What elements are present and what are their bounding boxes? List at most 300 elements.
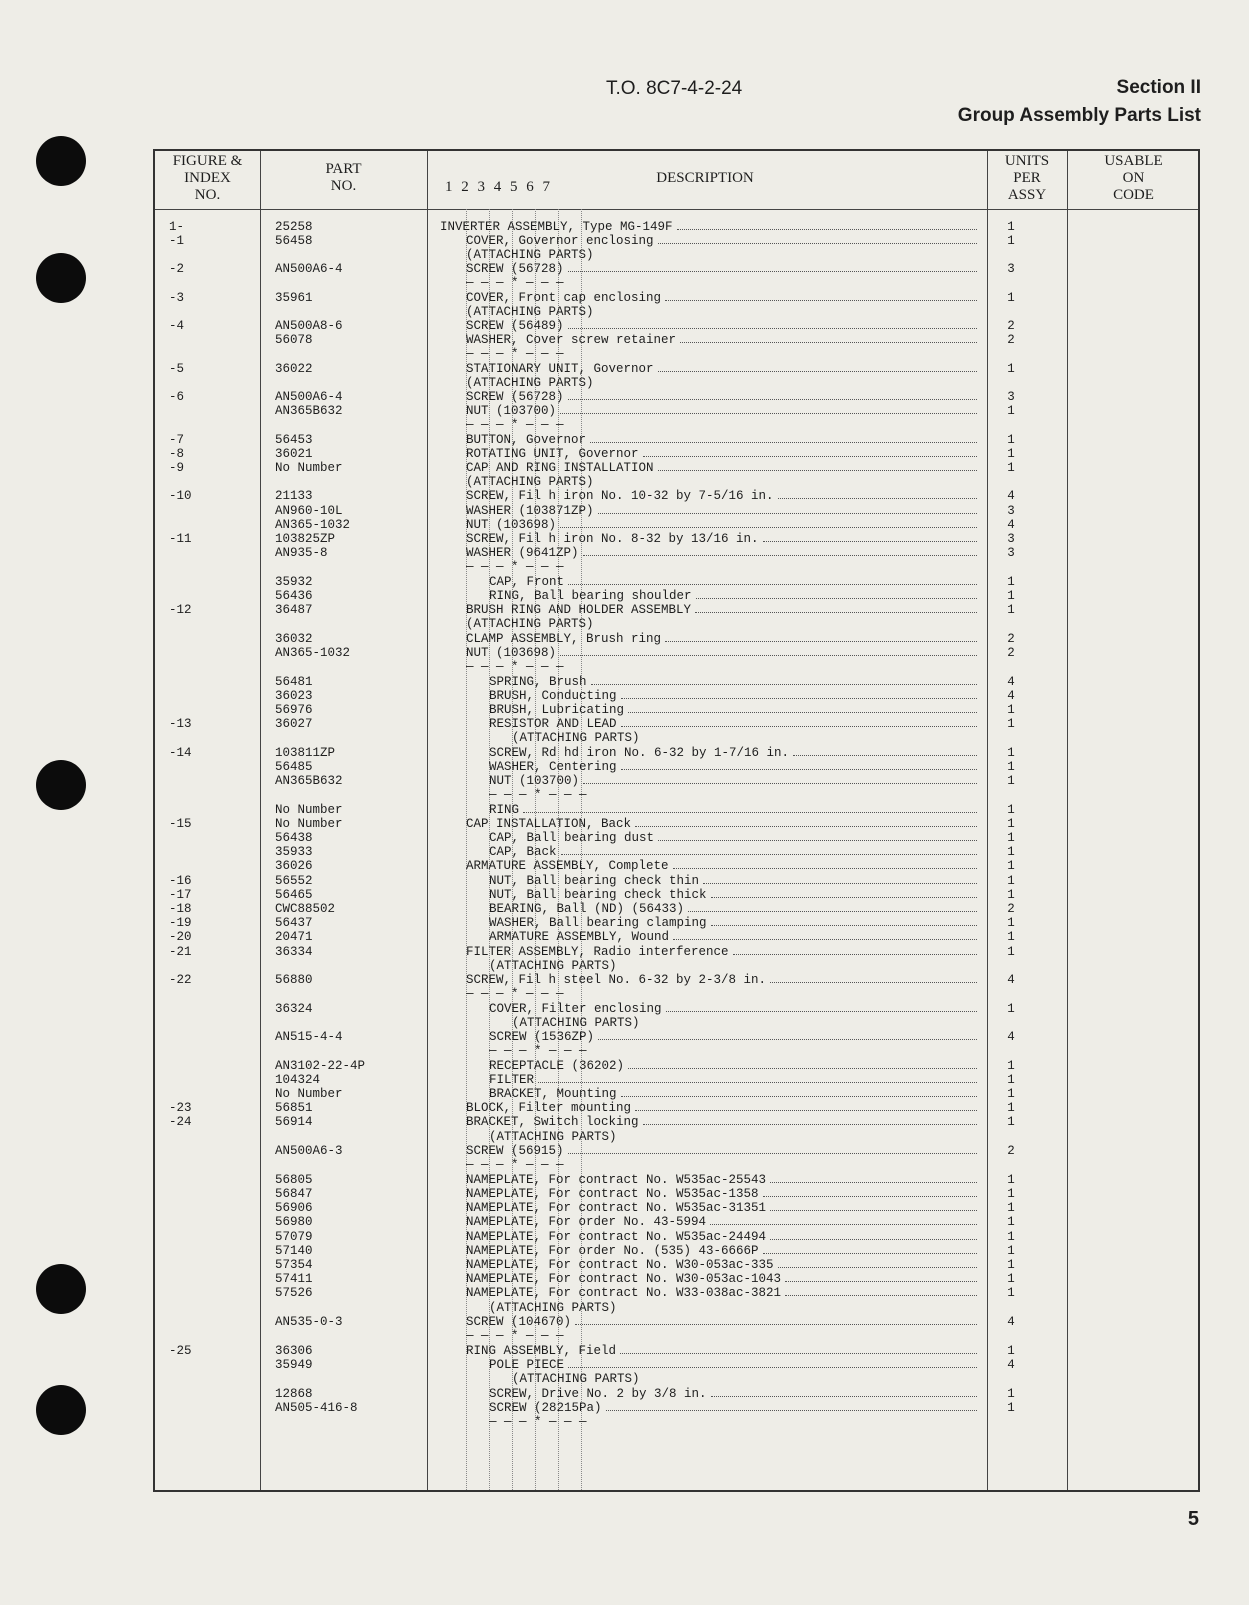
part-number: 36021	[275, 447, 313, 461]
header-part-no: PART NO.	[325, 161, 362, 194]
description	[489, 717, 981, 732]
description	[489, 689, 981, 704]
figure-index: -20	[169, 930, 192, 944]
description-text: ROTATING UNIT, Governor	[466, 447, 639, 461]
units-per-assy: 1	[1007, 803, 1015, 817]
description-text: (ATTACHING PARTS)	[466, 376, 594, 390]
description	[489, 675, 981, 690]
description	[489, 774, 981, 789]
part-number: 35949	[275, 1358, 313, 1372]
description	[466, 1230, 981, 1245]
description-text: SCREW, Fil h steel No. 6-32 by 2-3/8 in.	[466, 973, 767, 987]
units-per-assy: 1	[1007, 717, 1015, 731]
part-number: AN365B632	[275, 404, 343, 418]
description	[489, 1030, 981, 1045]
description-text: — — — * — — —	[466, 276, 564, 290]
units-per-assy: 1	[1007, 817, 1015, 831]
part-number: 56552	[275, 874, 313, 888]
table-row	[155, 675, 1198, 690]
description-text: NAMEPLATE, For contract No. W535ac-1358	[466, 1187, 759, 1201]
description-text: ARMATURE ASSEMBLY, Complete	[466, 859, 669, 873]
figure-index: -25	[169, 1344, 192, 1358]
punch-hole	[36, 1264, 86, 1314]
figure-index: -14	[169, 746, 192, 760]
figure-index: -21	[169, 945, 192, 959]
units-per-assy: 1	[1007, 930, 1015, 944]
description	[466, 447, 981, 462]
part-number: 56453	[275, 433, 313, 447]
units-per-assy: 1	[1007, 1201, 1015, 1215]
part-number: 25258	[275, 220, 313, 234]
table-row	[155, 333, 1198, 348]
table-row	[155, 973, 1198, 988]
description	[466, 1215, 981, 1230]
part-number: 56906	[275, 1201, 313, 1215]
description-text: RECEPTACLE (36202)	[489, 1059, 625, 1073]
description	[489, 1358, 981, 1373]
table-row	[155, 433, 1198, 448]
description-text: NAMEPLATE, For contract No. W535ac-24494	[466, 1230, 767, 1244]
units-per-assy: 1	[1007, 760, 1015, 774]
description-text: CAP, Back	[489, 845, 557, 859]
table-row	[155, 1002, 1198, 1017]
description-text: — — — * — — —	[466, 418, 564, 432]
description	[466, 248, 981, 263]
units-per-assy: 1	[1007, 1187, 1015, 1201]
part-number: 35933	[275, 845, 313, 859]
punch-hole	[36, 136, 86, 186]
units-per-assy: 1	[1007, 1173, 1015, 1187]
description	[466, 973, 981, 988]
description	[489, 703, 981, 718]
table-row	[155, 1215, 1198, 1230]
units-per-assy: 1	[1007, 945, 1015, 959]
part-number: CWC88502	[275, 902, 336, 916]
part-number: 36487	[275, 603, 313, 617]
part-number: 36026	[275, 859, 313, 873]
description	[489, 959, 981, 974]
description-text: NUT (103698)	[466, 518, 557, 532]
part-number: AN935-8	[275, 546, 328, 560]
description-text: FILTER ASSEMBLY, Radio interference	[466, 945, 729, 959]
table-row	[155, 1358, 1198, 1373]
section-header	[958, 74, 1201, 130]
description-text: POLE PIECE	[489, 1358, 565, 1372]
units-per-assy: 1	[1007, 1087, 1015, 1101]
description-text: CAP, Ball bearing dust	[489, 831, 655, 845]
description-text: INVERTER ASSEMBLY, Type MG-149F	[440, 220, 673, 234]
part-number: 36022	[275, 362, 313, 376]
header-figure-index: FIGURE & INDEX NO.	[172, 153, 243, 203]
punch-hole	[36, 253, 86, 303]
description	[489, 1130, 981, 1145]
part-number: 57079	[275, 1230, 313, 1244]
table-row	[155, 276, 1198, 291]
part-number: 36306	[275, 1344, 313, 1358]
description	[466, 1344, 981, 1359]
table-row	[155, 731, 1198, 746]
description	[466, 518, 981, 533]
figure-index: -12	[169, 603, 192, 617]
table-row	[155, 489, 1198, 504]
header-units-per-assy: UNITS PER ASSY	[1004, 153, 1050, 203]
table-row	[155, 1115, 1198, 1130]
page-number: 5	[1187, 1508, 1199, 1530]
table-row	[155, 1301, 1198, 1316]
description-text: NAMEPLATE, For order No. 43-5994	[466, 1215, 707, 1229]
table-row	[155, 1329, 1198, 1344]
description-text: NUT (103700)	[489, 774, 580, 788]
figure-index: -1	[169, 234, 185, 248]
description	[466, 1272, 981, 1287]
description	[466, 433, 981, 448]
table-row	[155, 774, 1198, 789]
description	[466, 504, 981, 519]
table-row	[155, 362, 1198, 377]
description	[466, 234, 981, 249]
description	[466, 362, 981, 377]
description-text: (ATTACHING PARTS)	[512, 1372, 640, 1386]
description	[489, 788, 981, 803]
units-per-assy: 1	[1007, 1286, 1015, 1300]
punch-hole	[36, 1385, 86, 1435]
description-text: — — — * — — —	[466, 1158, 564, 1172]
table-row	[155, 1244, 1198, 1259]
part-number: 56458	[275, 234, 313, 248]
description-text: (ATTACHING PARTS)	[489, 959, 617, 973]
description-text: (ATTACHING PARTS)	[466, 617, 594, 631]
table-row	[155, 945, 1198, 960]
punch-hole	[36, 760, 86, 810]
table-row	[155, 660, 1198, 675]
part-number: 57354	[275, 1258, 313, 1272]
part-number: 56465	[275, 888, 313, 902]
table-row	[155, 1173, 1198, 1188]
table-row	[155, 504, 1198, 519]
description-text: (ATTACHING PARTS)	[512, 1016, 640, 1030]
table-row	[155, 603, 1198, 618]
description-text: (ATTACHING PARTS)	[466, 475, 594, 489]
description-text: SCREW, Drive No. 2 by 3/8 in.	[489, 1387, 707, 1401]
description-text: (ATTACHING PARTS)	[466, 248, 594, 262]
table-row	[155, 874, 1198, 889]
description	[466, 1258, 981, 1273]
description	[466, 1144, 981, 1159]
figure-index: -6	[169, 390, 185, 404]
part-number: 56436	[275, 589, 313, 603]
table-row	[155, 831, 1198, 846]
units-per-assy: 2	[1007, 646, 1015, 660]
table-row	[155, 1044, 1198, 1059]
part-number: 56851	[275, 1101, 313, 1115]
table-row	[155, 646, 1198, 661]
description	[489, 831, 981, 846]
description	[466, 319, 981, 334]
figure-index: -5	[169, 362, 185, 376]
description-text: BLOCK, Filter mounting	[466, 1101, 632, 1115]
description-text: BRUSH, Conducting	[489, 689, 617, 703]
table-row	[155, 1201, 1198, 1216]
description-text: WASHER, Cover screw retainer	[466, 333, 677, 347]
part-number: 35961	[275, 291, 313, 305]
description-text: NUT (103700)	[466, 404, 557, 418]
units-per-assy: 1	[1007, 1258, 1015, 1272]
description-text: STATIONARY UNIT, Governor	[466, 362, 654, 376]
description-text: BRUSH RING AND HOLDER ASSEMBLY	[466, 603, 692, 617]
units-per-assy: 1	[1007, 220, 1015, 234]
description-text: NAMEPLATE, For contract No. W30-053ac-335	[466, 1258, 774, 1272]
description-text: SCREW (56728)	[466, 390, 564, 404]
description	[466, 1187, 981, 1202]
part-number: AN365-1032	[275, 518, 351, 532]
part-number: 56437	[275, 916, 313, 930]
table-row	[155, 291, 1198, 306]
description	[466, 1173, 981, 1188]
units-per-assy: 1	[1007, 916, 1015, 930]
figure-index: -9	[169, 461, 185, 475]
description	[440, 220, 981, 235]
description	[466, 305, 981, 320]
table-row	[155, 930, 1198, 945]
table-row	[155, 1372, 1198, 1387]
units-per-assy: 1	[1007, 1230, 1015, 1244]
description	[466, 404, 981, 419]
units-per-assy: 4	[1007, 689, 1015, 703]
description-text: ARMATURE ASSEMBLY, Wound	[489, 930, 670, 944]
description-text: — — — * — — —	[466, 560, 564, 574]
table-row	[155, 1016, 1198, 1031]
part-number: 56805	[275, 1173, 313, 1187]
table-row	[155, 760, 1198, 775]
table-row	[155, 703, 1198, 718]
table-row	[155, 390, 1198, 405]
table-row	[155, 262, 1198, 277]
table-row	[155, 518, 1198, 533]
description-text: WASHER, Centering	[489, 760, 617, 774]
part-number: 56880	[275, 973, 313, 987]
to-number: T.O. 8C7-4-2-24	[606, 78, 743, 99]
description	[512, 731, 981, 746]
description-text: NAMEPLATE, For order No. (535) 43-6666P	[466, 1244, 759, 1258]
units-per-assy: 4	[1007, 518, 1015, 532]
units-per-assy: 3	[1007, 532, 1015, 546]
description	[489, 575, 981, 590]
part-number: 12868	[275, 1387, 313, 1401]
units-per-assy: 3	[1007, 390, 1015, 404]
table-row	[155, 1272, 1198, 1287]
table-row	[155, 617, 1198, 632]
part-number: 103811ZP	[275, 746, 336, 760]
part-number: AN500A6-3	[275, 1144, 343, 1158]
units-per-assy: 4	[1007, 489, 1015, 503]
description-text: BRACKET, Mounting	[489, 1087, 617, 1101]
description-text: CAP INSTALLATION, Back	[466, 817, 632, 831]
description	[489, 589, 981, 604]
description-text: WASHER (103871ZP)	[466, 504, 594, 518]
description	[489, 1387, 981, 1402]
part-number: 57140	[275, 1244, 313, 1258]
description	[466, 617, 981, 632]
description	[466, 376, 981, 391]
table-row	[155, 248, 1198, 263]
part-number: 56485	[275, 760, 313, 774]
table-row	[155, 746, 1198, 761]
section-title: Section II	[1116, 77, 1201, 98]
table-row	[155, 589, 1198, 604]
part-number: 20471	[275, 930, 313, 944]
part-number: 56481	[275, 675, 313, 689]
table-row	[155, 845, 1198, 860]
description-text: SCREW (1536ZP)	[489, 1030, 595, 1044]
part-number: No Number	[275, 461, 343, 475]
figure-index: -13	[169, 717, 192, 731]
units-per-assy: 2	[1007, 319, 1015, 333]
units-per-assy: 1	[1007, 1272, 1015, 1286]
part-number: 36324	[275, 1002, 313, 1016]
description	[489, 803, 981, 818]
table-row	[155, 1087, 1198, 1102]
table-row	[155, 1315, 1198, 1330]
description-text: CLAMP ASSEMBLY, Brush ring	[466, 632, 662, 646]
part-number: AN365B632	[275, 774, 343, 788]
description	[489, 874, 981, 889]
table-row	[155, 461, 1198, 476]
table-row	[155, 1401, 1198, 1416]
description-text: SCREW, Rd hd iron No. 6-32 by 1-7/16 in.	[489, 746, 790, 760]
table-row	[155, 788, 1198, 803]
table-row	[155, 475, 1198, 490]
table-row	[155, 532, 1198, 547]
header-usable-on-code: USABLE ON CODE	[1104, 153, 1163, 203]
units-per-assy: 1	[1007, 1002, 1015, 1016]
description	[466, 987, 981, 1002]
table-row	[155, 404, 1198, 419]
description-text: BEARING, Ball (ND) (56433)	[489, 902, 685, 916]
description	[466, 532, 981, 547]
units-per-assy: 1	[1007, 1344, 1015, 1358]
units-per-assy: 1	[1007, 291, 1015, 305]
units-per-assy: 1	[1007, 1101, 1015, 1115]
units-per-assy: 1	[1007, 1115, 1015, 1129]
header-indent-levels: 1 2 3 4 5 6 7	[445, 179, 550, 195]
description-text: NAMEPLATE, For contract No. W535ac-31351	[466, 1201, 767, 1215]
units-per-assy: 1	[1007, 845, 1015, 859]
part-number: AN500A8-6	[275, 319, 343, 333]
part-number: 56078	[275, 333, 313, 347]
units-per-assy: 1	[1007, 433, 1015, 447]
table-row	[155, 447, 1198, 462]
description-text: — — — * — — —	[466, 987, 564, 1001]
part-number: 57411	[275, 1272, 313, 1286]
description-text: COVER, Governor enclosing	[466, 234, 654, 248]
figure-index: -4	[169, 319, 185, 333]
description	[489, 1073, 981, 1088]
units-per-assy: 4	[1007, 1315, 1015, 1329]
units-per-assy: 1	[1007, 1387, 1015, 1401]
description	[466, 660, 981, 675]
units-per-assy: 2	[1007, 1144, 1015, 1158]
table-row	[155, 1415, 1198, 1430]
table-row	[155, 817, 1198, 832]
description-text: RESISTOR AND LEAD	[489, 717, 617, 731]
table-row	[155, 1130, 1198, 1145]
description-text: RING	[489, 803, 520, 817]
units-per-assy: 3	[1007, 262, 1015, 276]
table-row	[155, 305, 1198, 320]
part-number: 56914	[275, 1115, 313, 1129]
table-row	[155, 1101, 1198, 1116]
part-number: 21133	[275, 489, 313, 503]
table-row	[155, 1187, 1198, 1202]
units-per-assy: 1	[1007, 831, 1015, 845]
parts-list-table	[153, 149, 1200, 1492]
figure-index: -18	[169, 902, 192, 916]
figure-index: -3	[169, 291, 185, 305]
part-number: No Number	[275, 1087, 343, 1101]
description	[466, 560, 981, 575]
description-text: BUTTON, Governor	[466, 433, 587, 447]
description	[466, 603, 981, 618]
description	[489, 1415, 981, 1430]
units-per-assy: 1	[1007, 703, 1015, 717]
section-subtitle: Group Assembly Parts List	[957, 105, 1201, 126]
description	[466, 475, 981, 490]
description-text: (ATTACHING PARTS)	[512, 731, 640, 745]
description	[512, 1372, 981, 1387]
units-per-assy: 1	[1007, 1244, 1015, 1258]
table-row	[155, 546, 1198, 561]
description	[466, 347, 981, 362]
figure-index: -16	[169, 874, 192, 888]
table-row	[155, 220, 1198, 235]
description	[489, 1301, 981, 1316]
description-text: WASHER, Ball bearing clamping	[489, 916, 707, 930]
description-text: SCREW, Fil h iron No. 10-32 by 7-5/16 in.	[466, 489, 774, 503]
table-row	[155, 1258, 1198, 1273]
units-per-assy: 4	[1007, 675, 1015, 689]
description-text: NUT (103698)	[466, 646, 557, 660]
part-number: AN505-416-8	[275, 1401, 358, 1415]
table-row	[155, 888, 1198, 903]
description	[466, 1115, 981, 1130]
table-row	[155, 575, 1198, 590]
description-text: NUT, Ball bearing check thin	[489, 874, 700, 888]
table-row	[155, 632, 1198, 647]
description-text: (ATTACHING PARTS)	[489, 1301, 617, 1315]
units-per-assy: 1	[1007, 1059, 1015, 1073]
description	[466, 1286, 981, 1301]
figure-index: -24	[169, 1115, 192, 1129]
description	[466, 1101, 981, 1116]
units-per-assy: 1	[1007, 1401, 1015, 1415]
description-text: SCREW (104670)	[466, 1315, 572, 1329]
description	[466, 1315, 981, 1330]
units-per-assy: 1	[1007, 888, 1015, 902]
figure-index: -19	[169, 916, 192, 930]
part-number: No Number	[275, 803, 343, 817]
description-text: RING, Ball bearing shoulder	[489, 589, 692, 603]
table-row	[155, 902, 1198, 917]
description	[466, 291, 981, 306]
description-text: BRACKET, Switch locking	[466, 1115, 639, 1129]
part-number: 56847	[275, 1187, 313, 1201]
units-per-assy: 4	[1007, 1030, 1015, 1044]
description	[466, 1244, 981, 1259]
table-row	[155, 1073, 1198, 1088]
description-text: (ATTACHING PARTS)	[466, 305, 594, 319]
part-number: 36027	[275, 717, 313, 731]
description-text: NAMEPLATE, For contract No. W33-038ac-3821	[466, 1286, 782, 1300]
